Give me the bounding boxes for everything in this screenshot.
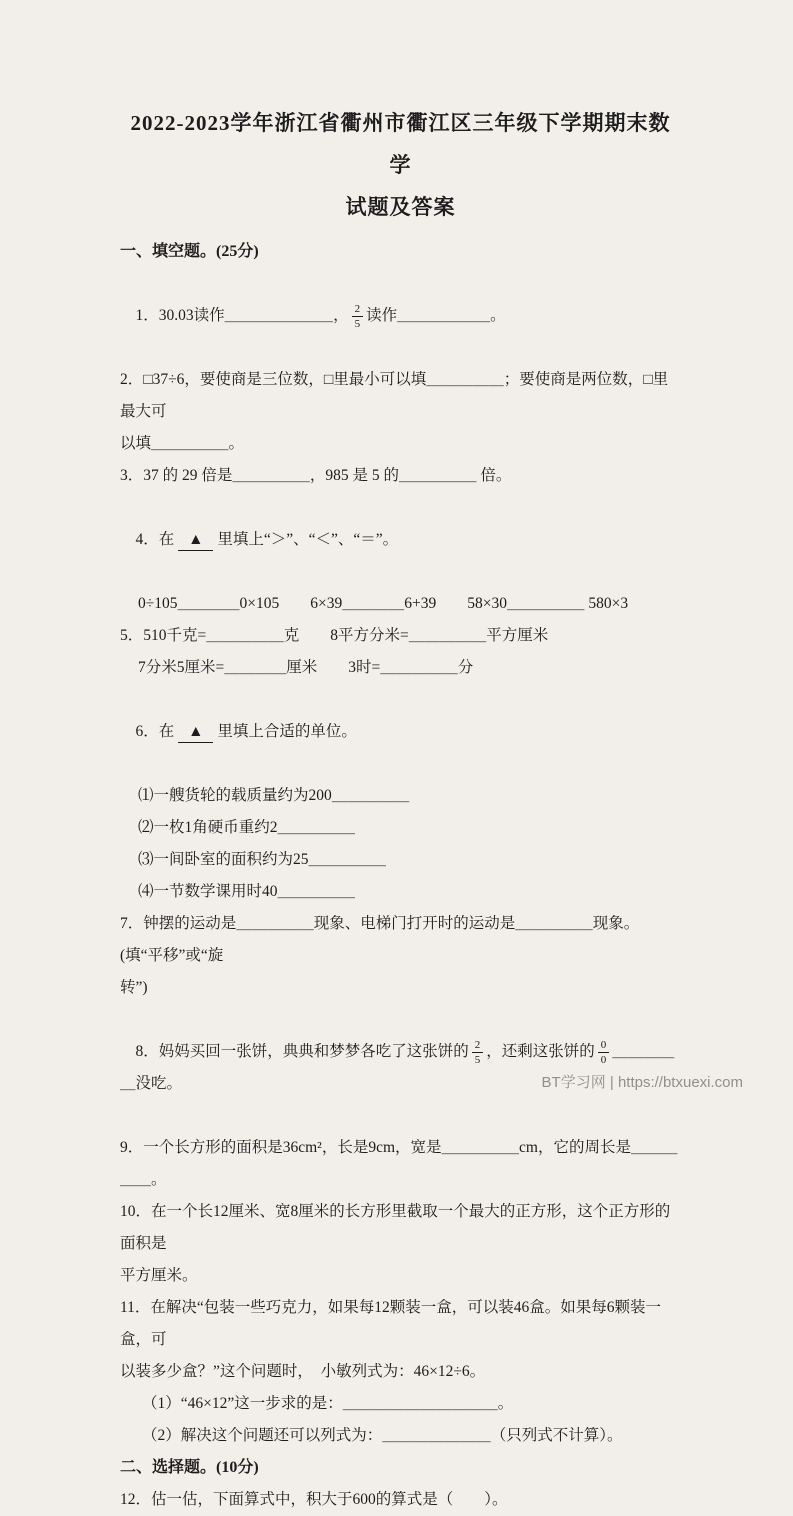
question-6-sub-4: ⑷一节数学课用时40＿＿＿＿＿	[138, 883, 356, 900]
fraction-blank: $\frac{0}{0}$	[598, 1039, 610, 1066]
site-watermark-link[interactable]: BT学习网 | https://btxuexi.com	[541, 1074, 743, 1091]
question-6-sub-2: ⑵一枚1角硬币重约2＿＿＿＿＿	[138, 819, 356, 836]
question-11-line-2: 以装多少盒？”这个问题时， 小敏列式为：46×12÷6。	[120, 1363, 486, 1380]
question-4-text-b: 里填上“＞”、“＜”、“＝”。	[217, 531, 399, 548]
paper-title	[120, 102, 681, 228]
triangle-blank: ▲	[178, 722, 213, 743]
question-7-line-2: 转”)	[120, 979, 148, 996]
question-11-line-1: 11．在解决“包装一些巧克力，如果每12颗装一盒，可以装46盒。如果每6颗装一盒，可	[120, 1299, 662, 1348]
question-9: 9．一个长方形的面积是36cm²，长是9cm，宽是＿＿＿＿＿cm，它的周长是＿＿＿＿＿。	[120, 1139, 678, 1188]
question-6-sub-1: ⑴一艘货轮的载质量约为200＿＿＿＿＿	[138, 787, 410, 804]
question-1-text-b: 读作＿＿＿＿＿＿。	[366, 307, 506, 324]
question-8	[120, 1004, 681, 1132]
question-6-text-b: 里填上合适的单位。	[217, 723, 357, 740]
question-5-line-1: 5．510千克=＿＿＿＿＿克 8平方分米=＿＿＿＿＿平方厘米	[120, 627, 549, 644]
section-1-heading: 一、填空题。(25分)	[120, 243, 259, 260]
question-11-sub-1: （1）“46×12”这一步求的是：＿＿＿＿＿＿＿＿＿＿。	[142, 1395, 514, 1412]
question-8-text-b: ，还剩这张饼的	[486, 1043, 595, 1060]
question-4-expressions: 0÷105＿＿＿＿0×105 6×39＿＿＿＿6+39 58×30＿＿＿＿＿ 580×3	[138, 595, 629, 612]
fraction-2-5: $\frac{2}{5}$	[472, 1039, 484, 1066]
question-2-line-1: 2．□37÷6，要使商是三位数，□里最小可以填＿＿＿＿＿；要使商是两位数，□里最大可	[120, 371, 669, 420]
question-12: 12．估一估，下面算式中，积大于600的算式是（ ）。	[120, 1491, 508, 1508]
question-1	[120, 268, 681, 364]
question-1-text-a: 1．30.03读作＿＿＿＿＿＿＿，	[135, 307, 349, 324]
question-11-sub-2: （2）解决这个问题还可以列式为：＿＿＿＿＿＿＿（只列式不计算）。	[142, 1427, 623, 1444]
paper-title-line1: 2022-2023学年浙江省衢州市衢江区三年级下学期期末数学	[130, 111, 671, 177]
question-4	[120, 492, 681, 588]
question-4-text-a: 4．在	[135, 531, 175, 548]
fraction-2-5: $\frac{2}{5}$	[352, 303, 364, 330]
question-10-line-2: 平方厘米。	[120, 1267, 198, 1284]
question-5-line-2: 7分米5厘米=＿＿＿＿厘米 3时=＿＿＿＿＿分	[138, 659, 474, 676]
question-7-line-1: 7．钟摆的运动是＿＿＿＿＿现象、电梯门打开时的运动是＿＿＿＿＿现象。(填“平移”或“旋	[120, 915, 640, 964]
triangle-blank: ▲	[178, 530, 213, 551]
question-6-text-a: 6．在	[135, 723, 175, 740]
question-8-text-c: ＿＿＿＿＿没吃。	[120, 1043, 675, 1092]
question-10-line-1: 10．在一个长12厘米、宽8厘米的长方形里截取一个最大的正方形，这个正方形的面积是	[120, 1203, 671, 1252]
paper-title-line2: 试题及答案	[345, 195, 456, 219]
section-2-heading: 二、选择题。(10分)	[120, 1459, 259, 1476]
question-3: 3．37 的 29 倍是＿＿＿＿＿，985 是 5 的＿＿＿＿＿ 倍。	[120, 467, 512, 484]
question-8-text-a: 8．妈妈买回一张饼，典典和梦梦各吃了这张饼的	[135, 1043, 469, 1060]
question-2-line-2: 以填＿＿＿＿＿。	[120, 435, 245, 452]
question-6-sub-3: ⑶一间卧室的面积约为25＿＿＿＿＿	[138, 851, 387, 868]
question-6	[120, 684, 681, 780]
